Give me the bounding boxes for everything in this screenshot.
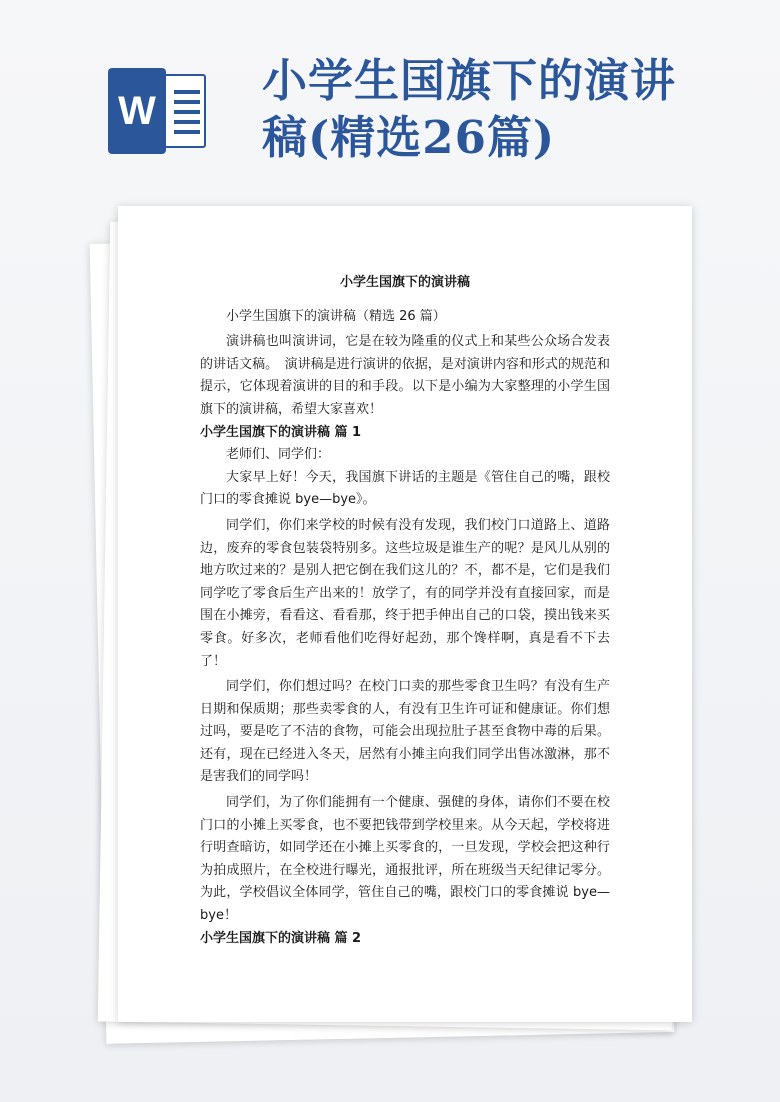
line-icon <box>174 100 200 104</box>
line-icon <box>174 120 200 124</box>
paragraph: 演讲稿也叫演讲词，它是在较为隆重的仪式上和某些公众场合发表的讲话文稿。 演讲稿是进行演讲的依据，是对演讲内容和形式的规范和提示，它体现着演讲的目的和手段。以下是小编为大家整理的小学生国旗下的演讲稿，希望大家喜欢！ <box>200 334 610 417</box>
paragraph: 同学们，你们来学校的时候有没有发现，我们校门口道路上、道路边，废弃的零食包装袋特别多。这些垃圾是谁生产的呢？是风儿从别的地方吹过来的？是别人把它倒在我们这儿的？不，都不是，它们是我们同学吃了零食后生产出来的！放学了，有的同学并没有直接回家，而是围在小摊旁，看看这、看看那，终于把手伸出自己的口袋，摸出钱来买零食。好多次，老师看他们吃得好起劲，那个馋样啊，真是看不下去了！ <box>200 517 610 669</box>
salutation: 老师们、同学们： <box>226 447 331 463</box>
paragraph: 小学生国旗下的演讲稿（精选 26 篇） <box>226 308 446 324</box>
paragraph: 大家早上好！今天，我国旗下讲话的主题是《管住自己的嘴，跟校门口的零食摊说 bye—bye》。 <box>200 469 610 508</box>
hero-title: 小学生国旗下的演讲稿(精选26篇) <box>262 54 677 164</box>
section-heading: 小学生国旗下的演讲稿 篇 2 <box>200 930 362 946</box>
line-icon <box>174 110 200 114</box>
paragraph: 同学们，为了你们能拥有一个健康、强健的身体，请你们不要在校门口的小摊上买零食，也不要把钱带到学校里来。从今天起，学校将进行明查暗访，如同学还在小摊上买零食的，一旦发现，学校会把这种行为拍成照片，在全校进行曝光，通报批评，所在班级当天纪律记零分。为此，学校倡议全体同学，管住自己的嘴，跟校门口的零食摊说 bye—bye！ <box>200 795 610 924</box>
section-heading: 小学生国旗下的演讲稿 篇 1 <box>200 424 362 440</box>
paragraph: 同学们，你们想过吗？在校门口卖的那些零食卫生吗？有没有生产日期和保质期；那些卖零食的人，有没有卫生许可证和健康证。你们想过吗，要是吃了不洁的食物，可能会出现拉肚子甚至食物中毒的后果。还有，现在已经进入冬天，居然有小摊主向我们同学出售冰激淋，那不是害我们的同学吗！ <box>200 679 610 785</box>
line-icon <box>174 90 200 94</box>
word-logo-letter: W <box>108 68 166 154</box>
line-icon <box>174 130 200 134</box>
word-icon <box>108 68 210 154</box>
document-content <box>200 272 610 950</box>
document-title: 小学生国旗下的演讲稿 <box>339 275 470 290</box>
